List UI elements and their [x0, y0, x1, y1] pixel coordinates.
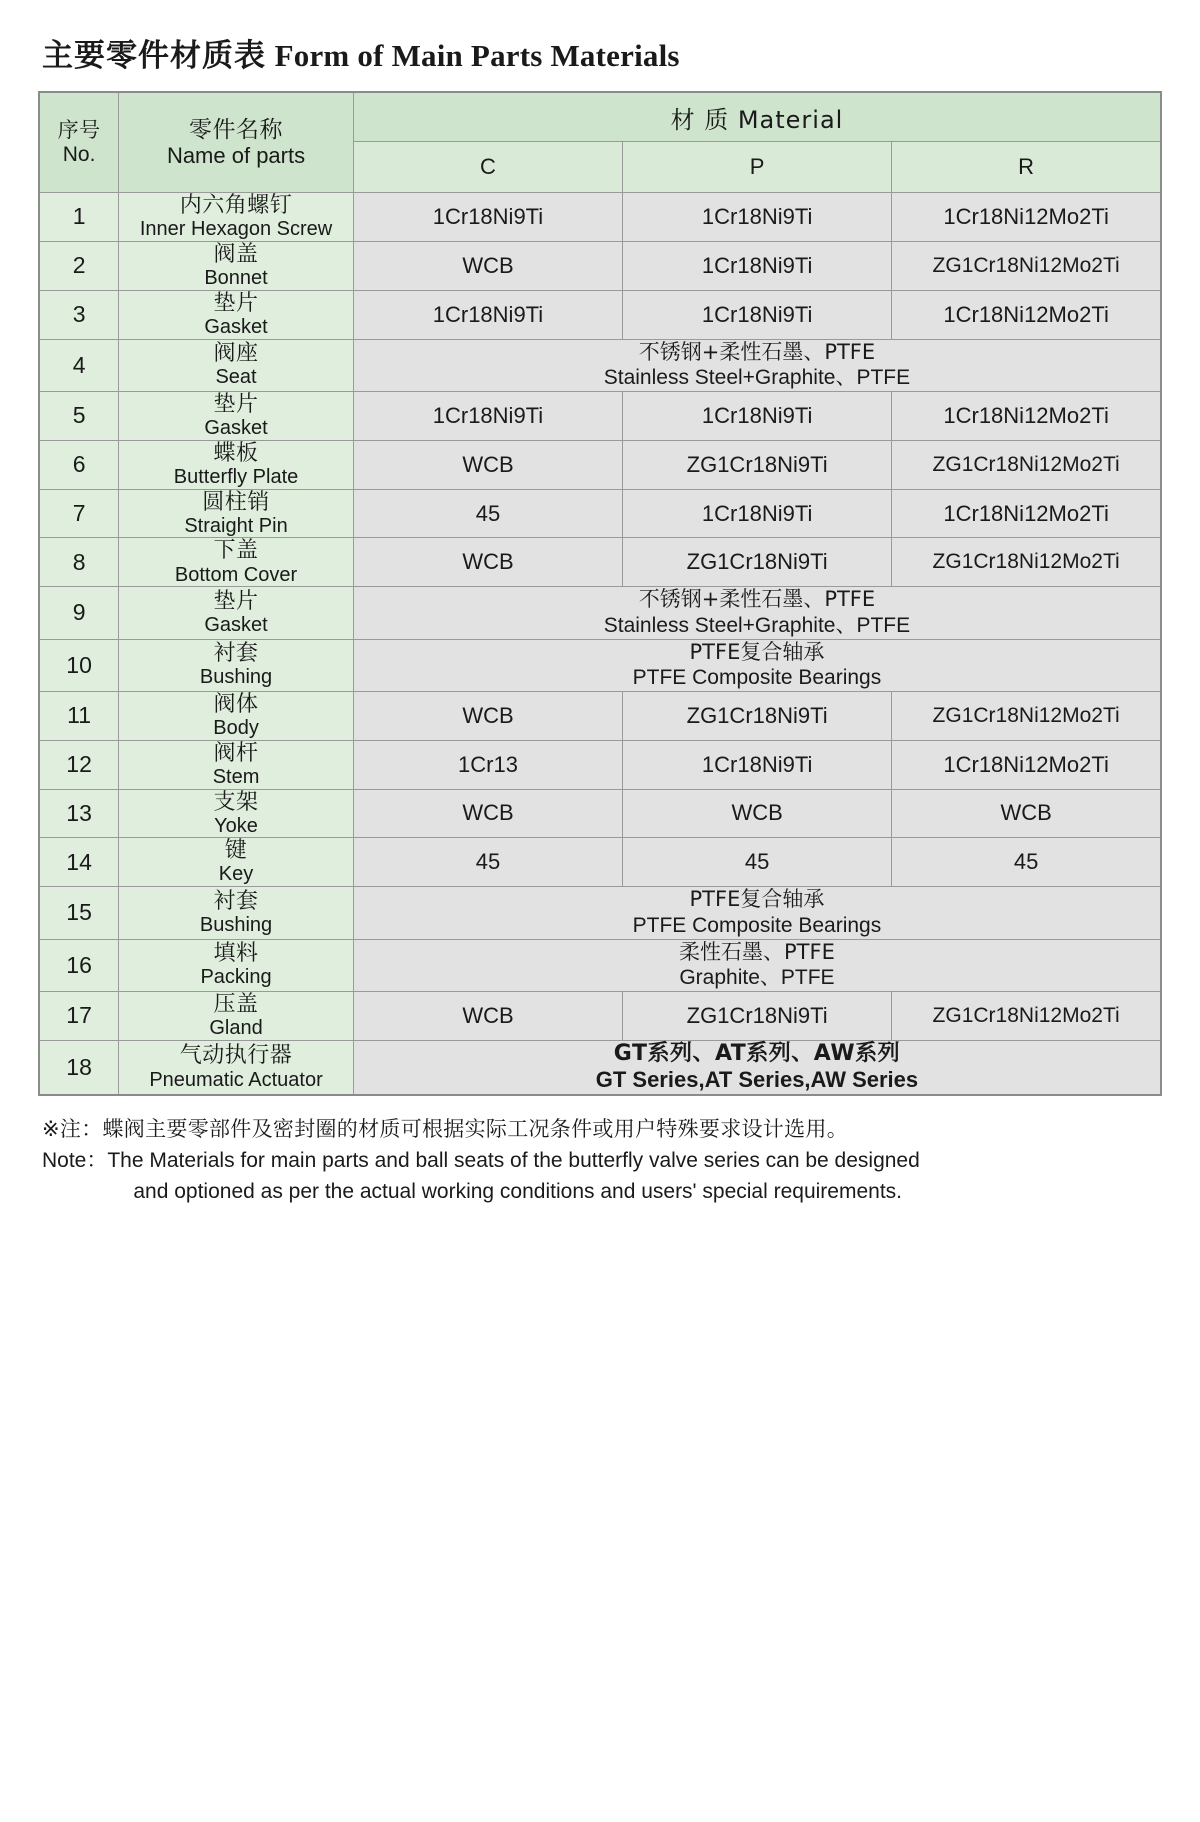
cell-no: 5 — [39, 391, 119, 440]
cell-part-name-en: Butterfly Plate — [173, 465, 299, 488]
cell-part-name-en: Key — [218, 863, 254, 886]
cell-part-name-en: Pneumatic Actuator — [149, 1068, 323, 1091]
table-row — [39, 691, 1161, 740]
cell-part-name — [119, 887, 354, 939]
cell-material-r: 45 — [892, 838, 1161, 887]
cell-material-r: 1Cr18Ni12Mo2Ti — [892, 740, 1161, 789]
cell-part-name — [119, 939, 354, 991]
cell-material-all — [353, 1040, 1161, 1095]
cell-part-name — [119, 339, 354, 391]
cell-no: 6 — [39, 440, 119, 489]
cell-material-c: 45 — [353, 489, 622, 538]
cell-material-all-cn: PTFE复合轴承 — [689, 887, 825, 912]
cell-material-all-cn: 不锈钢+柔性石墨、PTFE — [638, 587, 876, 612]
note-label-en: Note： — [42, 1148, 108, 1172]
cell-part-name — [119, 639, 354, 691]
cell-part-name — [119, 838, 354, 887]
cell-material-c: 45 — [353, 838, 622, 887]
cell-part-name-cn: 蝶板 — [213, 440, 259, 466]
cell-material-p: 1Cr18Ni9Ti — [623, 241, 892, 290]
cell-material-p: WCB — [623, 789, 892, 838]
cell-material-all-en: Stainless Steel+Graphite、PTFE — [603, 613, 911, 637]
cell-no: 17 — [39, 991, 119, 1040]
cell-part-name-en: Gasket — [204, 315, 268, 338]
table-row — [39, 290, 1161, 339]
cell-no: 3 — [39, 290, 119, 339]
cell-part-name-en: Stem — [212, 765, 260, 788]
cell-part-name — [119, 290, 354, 339]
cell-part-name-cn: 下盖 — [213, 538, 259, 564]
cell-material-c: 1Cr18Ni9Ti — [353, 391, 622, 440]
header-material-group: 材 质 Material — [353, 92, 1161, 142]
note-text-en-line2: and optioned as per the actual working conditions and users' special requirements. — [133, 1180, 902, 1204]
cell-part-name-en: Body — [213, 716, 259, 739]
table-row — [39, 391, 1161, 440]
cell-material-all — [353, 939, 1161, 991]
header-name — [119, 92, 354, 193]
cell-part-name — [119, 789, 354, 838]
cell-material-c: 1Cr13 — [353, 740, 622, 789]
cell-part-name-en: Yoke — [214, 814, 258, 837]
cell-material-all-en: Stainless Steel+Graphite、PTFE — [603, 366, 911, 390]
cell-part-name-cn: 支架 — [213, 789, 259, 815]
cell-material-c: WCB — [353, 241, 622, 290]
cell-material-c: WCB — [353, 440, 622, 489]
cell-material-c: WCB — [353, 538, 622, 587]
cell-part-name-cn: 垫片 — [213, 290, 259, 316]
cell-part-name-cn: 气动执行器 — [179, 1043, 293, 1069]
cell-material-r: ZG1Cr18Ni12Mo2Ti — [892, 691, 1161, 740]
cell-part-name-en: Straight Pin — [184, 514, 288, 537]
cell-part-name-cn: 阀体 — [213, 691, 259, 717]
cell-part-name-cn: 键 — [224, 838, 248, 864]
cell-no: 16 — [39, 939, 119, 991]
cell-part-name-en: Packing — [200, 966, 272, 989]
cell-material-p: 45 — [623, 838, 892, 887]
header-name-en: Name of parts — [166, 143, 306, 169]
cell-material-all-cn: 不锈钢+柔性石墨、PTFE — [638, 339, 876, 364]
cell-material-c: WCB — [353, 991, 622, 1040]
header-col-p: P — [623, 142, 892, 193]
cell-material-r: 1Cr18Ni12Mo2Ti — [892, 489, 1161, 538]
cell-part-name — [119, 440, 354, 489]
cell-part-name — [119, 241, 354, 290]
header-name-cn: 零件名称 — [189, 116, 284, 143]
cell-material-r: 1Cr18Ni12Mo2Ti — [892, 193, 1161, 242]
cell-part-name-cn: 衬套 — [213, 888, 259, 914]
cell-material-all-en: PTFE Composite Bearings — [632, 913, 882, 937]
cell-part-name-cn: 填料 — [213, 941, 259, 967]
cell-no: 1 — [39, 193, 119, 242]
note-block — [42, 1114, 1172, 1207]
cell-no: 12 — [39, 740, 119, 789]
table-row — [39, 339, 1161, 391]
cell-part-name-cn: 圆柱销 — [202, 489, 270, 515]
cell-part-name-cn: 阀盖 — [213, 241, 259, 267]
cell-part-name — [119, 489, 354, 538]
cell-material-r: ZG1Cr18Ni12Mo2Ti — [892, 538, 1161, 587]
cell-no: 4 — [39, 339, 119, 391]
header-col-r: R — [892, 142, 1161, 193]
cell-material-c: 1Cr18Ni9Ti — [353, 193, 622, 242]
cell-no: 7 — [39, 489, 119, 538]
cell-material-p: 1Cr18Ni9Ti — [623, 391, 892, 440]
note-text-en — [107, 1145, 1172, 1208]
cell-part-name-en: Bushing — [199, 914, 273, 937]
cell-part-name-en: Gasket — [204, 614, 268, 637]
cell-material-r: ZG1Cr18Ni12Mo2Ti — [892, 991, 1161, 1040]
cell-material-p: 1Cr18Ni9Ti — [623, 193, 892, 242]
note-row-cn — [42, 1114, 1172, 1144]
table-row — [39, 639, 1161, 691]
cell-material-all — [353, 887, 1161, 939]
cell-part-name-cn: 压盖 — [213, 991, 259, 1017]
table-row — [39, 939, 1161, 991]
cell-material-all — [353, 587, 1161, 639]
page-title-en: Form of Main Parts Materials — [274, 38, 680, 73]
cell-part-name — [119, 740, 354, 789]
cell-no: 10 — [39, 639, 119, 691]
cell-part-name-cn: 衬套 — [213, 641, 259, 667]
cell-part-name — [119, 587, 354, 639]
header-no-en: No. — [62, 142, 96, 166]
cell-part-name-en: Bottom Cover — [174, 563, 298, 586]
table-row — [39, 789, 1161, 838]
page-title — [42, 30, 1162, 75]
table-row — [39, 1040, 1161, 1095]
cell-part-name-cn: 阀座 — [213, 341, 259, 367]
cell-material-all — [353, 339, 1161, 391]
table-row — [39, 193, 1161, 242]
header-no — [39, 92, 119, 193]
cell-material-p: ZG1Cr18Ni9Ti — [623, 440, 892, 489]
cell-material-r: ZG1Cr18Ni12Mo2Ti — [892, 440, 1161, 489]
header-no-cn: 序号 — [57, 117, 101, 142]
cell-no: 14 — [39, 838, 119, 887]
cell-material-r: 1Cr18Ni12Mo2Ti — [892, 391, 1161, 440]
cell-material-r: WCB — [892, 789, 1161, 838]
cell-part-name-cn: 垫片 — [213, 589, 259, 615]
cell-part-name — [119, 538, 354, 587]
table-row — [39, 538, 1161, 587]
page-title-cn: 主要零件材质表 — [42, 38, 266, 74]
note-text-en-line1: The Materials for main parts and ball seats of the butterfly valve series can be designed — [107, 1148, 920, 1172]
cell-part-name-en: Inner Hexagon Screw — [139, 218, 333, 241]
cell-no: 11 — [39, 691, 119, 740]
table-row — [39, 587, 1161, 639]
cell-material-all-cn: GT系列、AT系列、AW系列 — [613, 1040, 901, 1066]
cell-material-all-en: GT Series,AT Series,AW Series — [595, 1067, 919, 1093]
note-row-en — [42, 1145, 1172, 1208]
table-row — [39, 838, 1161, 887]
cell-material-p: 1Cr18Ni9Ti — [623, 290, 892, 339]
cell-part-name-cn: 阀杆 — [213, 740, 259, 766]
table-row — [39, 241, 1161, 290]
cell-material-all-en: PTFE Composite Bearings — [632, 666, 882, 690]
cell-material-r: ZG1Cr18Ni12Mo2Ti — [892, 241, 1161, 290]
cell-material-p: 1Cr18Ni9Ti — [623, 740, 892, 789]
cell-material-c: WCB — [353, 691, 622, 740]
cell-material-all-cn: PTFE复合轴承 — [689, 639, 825, 664]
table-row — [39, 489, 1161, 538]
cell-material-all — [353, 639, 1161, 691]
cell-material-p: ZG1Cr18Ni9Ti — [623, 991, 892, 1040]
cell-no: 8 — [39, 538, 119, 587]
cell-no: 15 — [39, 887, 119, 939]
cell-material-p: ZG1Cr18Ni9Ti — [623, 538, 892, 587]
table-row — [39, 887, 1161, 939]
cell-material-p: ZG1Cr18Ni9Ti — [623, 691, 892, 740]
cell-part-name-en: Bonnet — [204, 266, 268, 289]
cell-material-p: 1Cr18Ni9Ti — [623, 489, 892, 538]
cell-part-name — [119, 1040, 354, 1095]
cell-part-name — [119, 391, 354, 440]
cell-part-name-en: Gasket — [204, 416, 268, 439]
table-row — [39, 740, 1161, 789]
cell-material-all-en: Graphite、PTFE — [679, 966, 835, 990]
cell-no: 13 — [39, 789, 119, 838]
cell-part-name-en: Seat — [215, 366, 257, 389]
table-row — [39, 440, 1161, 489]
cell-no: 9 — [39, 587, 119, 639]
header-col-c: C — [353, 142, 622, 193]
cell-material-c: 1Cr18Ni9Ti — [353, 290, 622, 339]
cell-part-name-en: Gland — [209, 1016, 263, 1039]
cell-material-c: WCB — [353, 789, 622, 838]
table-row — [39, 991, 1161, 1040]
cell-part-name-cn: 内六角螺钉 — [179, 193, 293, 218]
table-header-row-1 — [39, 92, 1161, 142]
cell-part-name-en: Bushing — [199, 666, 273, 689]
cell-part-name-cn: 垫片 — [213, 391, 259, 417]
cell-no: 2 — [39, 241, 119, 290]
cell-part-name — [119, 193, 354, 242]
note-label-cn: ※注： — [42, 1117, 103, 1142]
cell-no: 18 — [39, 1040, 119, 1095]
materials-table — [38, 91, 1162, 1096]
cell-material-all-cn: 柔性石墨、PTFE — [679, 939, 835, 964]
cell-part-name — [119, 991, 354, 1040]
cell-part-name — [119, 691, 354, 740]
note-text-cn: 蝶阀主要零部件及密封圈的材质可根据实际工况条件或用户特殊要求设计选用。 — [102, 1117, 848, 1142]
cell-material-r: 1Cr18Ni12Mo2Ti — [892, 290, 1161, 339]
